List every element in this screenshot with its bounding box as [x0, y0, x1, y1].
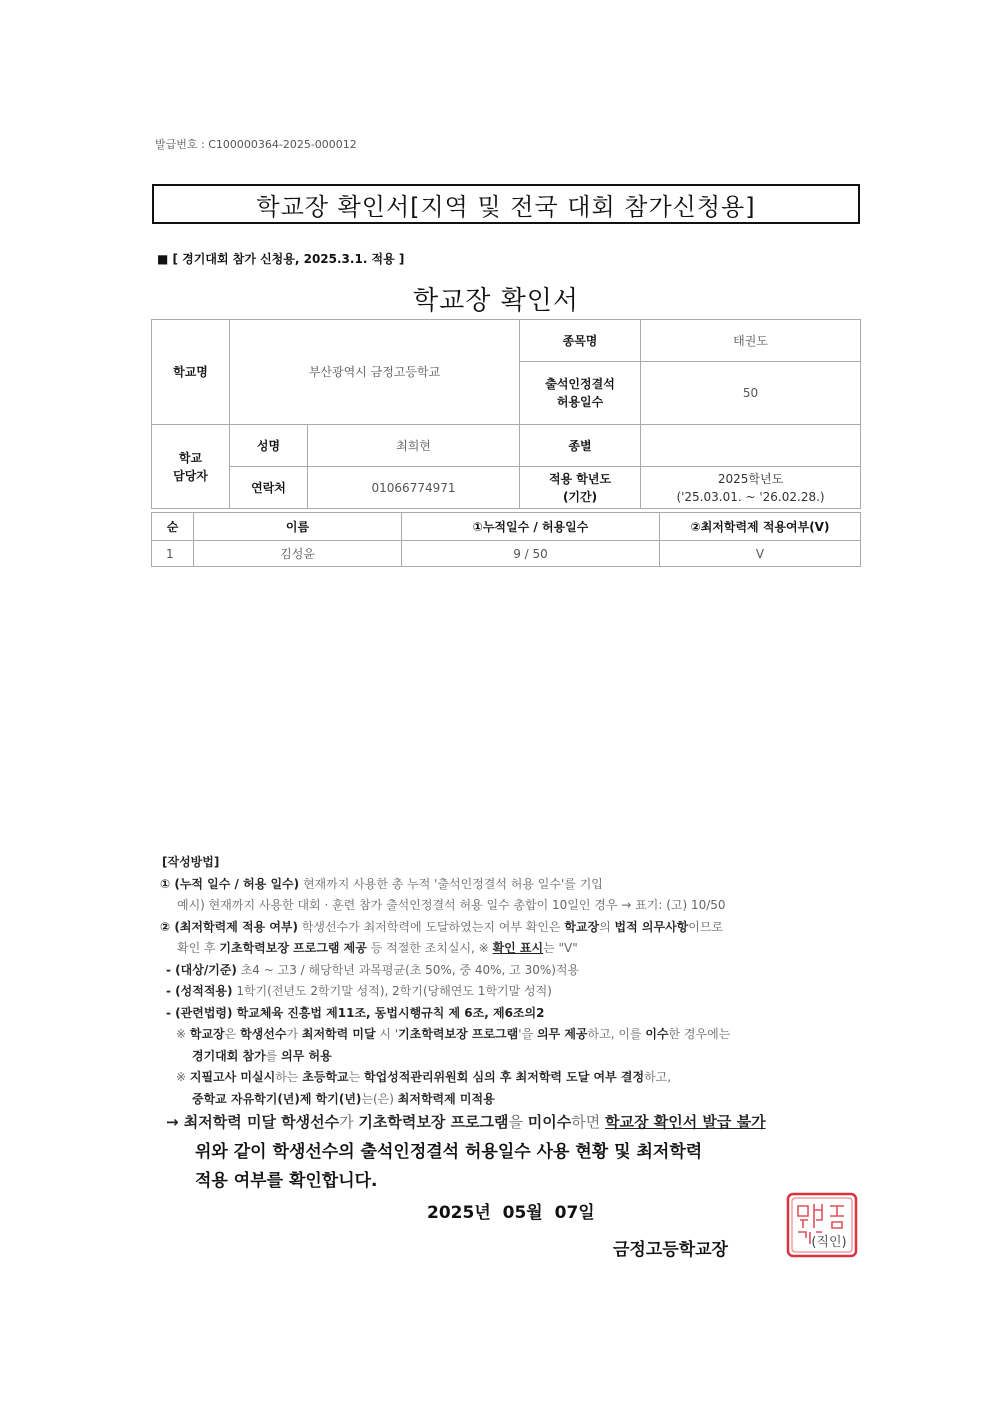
manager-name-value: 최희현: [308, 425, 520, 467]
guide-l10e: 는: [348, 1070, 364, 1084]
confirmation-statement: [195, 1138, 702, 1196]
guide-l6b: 1학기(전년도 2학기말 성적), 2학기(당해연도 1학기말 성적): [232, 984, 552, 998]
manager-name-label: 성명: [230, 425, 308, 467]
guide-l8m: 한 경우에는: [668, 1027, 731, 1041]
guide-l12a: → 최저학력 미달 학생선수: [166, 1113, 340, 1131]
allowed-days-label: [520, 362, 641, 425]
allowed-days-label-line1: 출석인정결석: [545, 377, 615, 391]
header-min-academic: ②최저학력제 적용여부(V): [660, 513, 861, 541]
guide-l3d: 의: [599, 919, 615, 934]
guide-l8j: 의무 제공: [536, 1027, 588, 1041]
manager-label-line1: 학교: [178, 450, 203, 465]
guide-l4a: 확인 후: [177, 941, 220, 955]
guide-l8f: 최저학력 미달: [301, 1027, 376, 1041]
rank-value: [641, 425, 861, 467]
rank-label: 종별: [520, 425, 641, 467]
guide-l9a: 경기대회 참가: [192, 1048, 266, 1063]
confirmation-line-2: 적용 여부를 확인합니다.: [195, 1171, 378, 1191]
official-seal-icon: [786, 1192, 858, 1258]
document-title-box: [152, 184, 860, 224]
guide-l3b: 학생선수가 최저학력에 도달하였는지 여부 확인은: [298, 919, 565, 934]
event-value: 태권도: [641, 320, 861, 362]
guide-l11b: 는(은): [361, 1091, 398, 1106]
guide-l11c: 최저학력제 미적용: [397, 1091, 495, 1106]
guide-l11a: 중학교 자유학기(년)제 학기(년): [192, 1091, 362, 1106]
guide-l8d: 학생선수: [240, 1027, 287, 1041]
guide-line-5: [160, 960, 766, 982]
guide-l8b: 학교장: [189, 1027, 225, 1041]
guide-line-1: [160, 874, 766, 896]
header-no: 순: [152, 513, 194, 541]
school-year-value-line2: ('25.03.01. ~ '26.02.28.): [676, 489, 825, 504]
guide-l12f: 하면: [571, 1113, 606, 1131]
guide-l4c: 등 적절한 조치실시, ※: [366, 941, 493, 955]
guide-l10f: 학업성적관리위원회 심의 후 최저학력 도달 여부 결정: [364, 1070, 645, 1084]
guide-line-4: [160, 938, 766, 960]
guide-l8l: 이수: [645, 1027, 669, 1041]
guide-l5a: - (대상/기준): [166, 962, 237, 977]
application-note: ■ [ 경기대회 참가 신청용, 2025.3.1. 적용 ]: [157, 252, 405, 266]
guide-line-10: [160, 1067, 766, 1089]
guide-l10a: ※: [176, 1070, 190, 1084]
guide-line-9: [160, 1046, 766, 1068]
guide-l3a: ② (최저학력제 적용 여부): [160, 919, 298, 934]
guide-l3c: 학교장: [564, 919, 600, 934]
guide-line-3: [160, 917, 766, 939]
guide-l10c: 하는: [275, 1070, 303, 1084]
document-title: 학교장 확인서[지역 및 전국 대회 참가신청용]: [256, 192, 756, 221]
guide-l4b: 기초학력보장 프로그램 제공: [219, 941, 367, 955]
manager-label: [152, 425, 230, 509]
guide-l10g: 하고,: [644, 1070, 672, 1084]
guide-l8a: ※: [176, 1027, 190, 1041]
guide-l4e: 는 "V": [543, 941, 578, 955]
guide-l6a: - (성적적용): [166, 984, 233, 998]
school-year-value-line1: 2025학년도: [717, 471, 784, 486]
school-name-value: 부산광역시 금정고등학교: [230, 320, 520, 425]
guide-l9b: 를: [265, 1048, 282, 1063]
guide-l9c: 의무 허용: [281, 1048, 332, 1063]
school-year-label: [520, 467, 641, 509]
school-year-label-line1: 적용 학년도: [548, 471, 612, 486]
row-no: 1: [152, 541, 194, 567]
school-year-label-line2: (기간): [562, 489, 598, 504]
manager-label-line2: 담당자: [173, 468, 208, 483]
guide-l8c: 은: [224, 1027, 241, 1041]
header-days: ①누적일수 / 허용일수: [402, 513, 660, 541]
guide-l8k: 하고, 이를: [587, 1027, 646, 1041]
issue-number: 발급번호 : C100000364-2025-000012: [155, 138, 357, 151]
manager-contact-label: 연락처: [230, 467, 308, 509]
guide-l8g: 시 ': [375, 1027, 399, 1041]
principal-signature: 금정고등학교장: [613, 1240, 728, 1260]
event-label: 종목명: [520, 320, 641, 362]
school-info-table: [151, 319, 861, 509]
guide-line-12: [160, 1112, 766, 1134]
student-table: [151, 512, 861, 567]
guide-l8i: '을: [518, 1027, 537, 1041]
guide-line-8: [160, 1024, 766, 1046]
guide-heading: [작성방법]: [162, 855, 220, 869]
guide-l1a: ① (누적 일수 / 허용 일수): [160, 876, 300, 891]
guide-l12d: 을: [508, 1113, 528, 1131]
issue-date: 2025년 05월 07일: [427, 1203, 595, 1223]
guide-line-7: - (관련법령) 학교체육 진흥법 제11조, 동법시행규칙 제 6조, 제6조의2: [166, 1005, 545, 1020]
guide-l12e: 미이수: [527, 1113, 572, 1131]
guide-l3f: 이므로: [688, 919, 724, 934]
seal-label: (직인): [811, 1235, 847, 1250]
guide-line-2: 예시) 현재까지 사용한 대회 · 훈련 참가 출석인정결석 허용 일수 총합이 10일인 경우 → 표기: (고) 10/50: [177, 898, 726, 912]
confirmation-line-1: 위와 같이 학생선수의 출석인정결석 허용일수 사용 현황 및 최저학력: [195, 1142, 703, 1162]
guide-line-6: [160, 981, 766, 1003]
table-row: [152, 541, 861, 567]
guide-l4d: 확인 표시: [492, 941, 544, 955]
guide-l12b: 가: [339, 1113, 359, 1131]
form-heading: 학교장 확인서: [413, 286, 579, 316]
guide-line-11: [160, 1089, 766, 1111]
row-days: 9 / 50: [402, 541, 660, 567]
allowed-days-value: 50: [641, 362, 861, 425]
guide-l1b: 현재까지 사용한 총 누적 '출석인정결석 허용 일수'를 기입: [299, 876, 603, 891]
header-name: 이름: [194, 513, 402, 541]
writing-guide: [160, 852, 766, 1134]
row-name: 김성윤: [194, 541, 402, 567]
guide-l5b: 초4 ~ 고3 / 해당학년 과목평균(초 50%, 중 40%, 고 30%)적용: [236, 962, 580, 977]
guide-l8e: 가: [286, 1027, 302, 1041]
guide-l8h: 기초학력보장 프로그램: [398, 1027, 519, 1041]
guide-l10b: 지필고사 미실시: [189, 1070, 276, 1084]
guide-l3e: 법적 의무사항: [614, 919, 689, 934]
allowed-days-label-line2: 허용일수: [556, 395, 604, 409]
guide-l12g: 학교장 확인서 발급 불가: [605, 1113, 766, 1131]
row-min-academic: V: [660, 541, 861, 567]
school-name-label: 학교명: [152, 320, 230, 425]
manager-contact-value: 01066774971: [308, 467, 520, 509]
guide-l10d: 초등학교: [302, 1070, 349, 1084]
guide-l12c: 기초학력보장 프로그램: [358, 1113, 509, 1131]
school-year-value: [641, 467, 861, 509]
